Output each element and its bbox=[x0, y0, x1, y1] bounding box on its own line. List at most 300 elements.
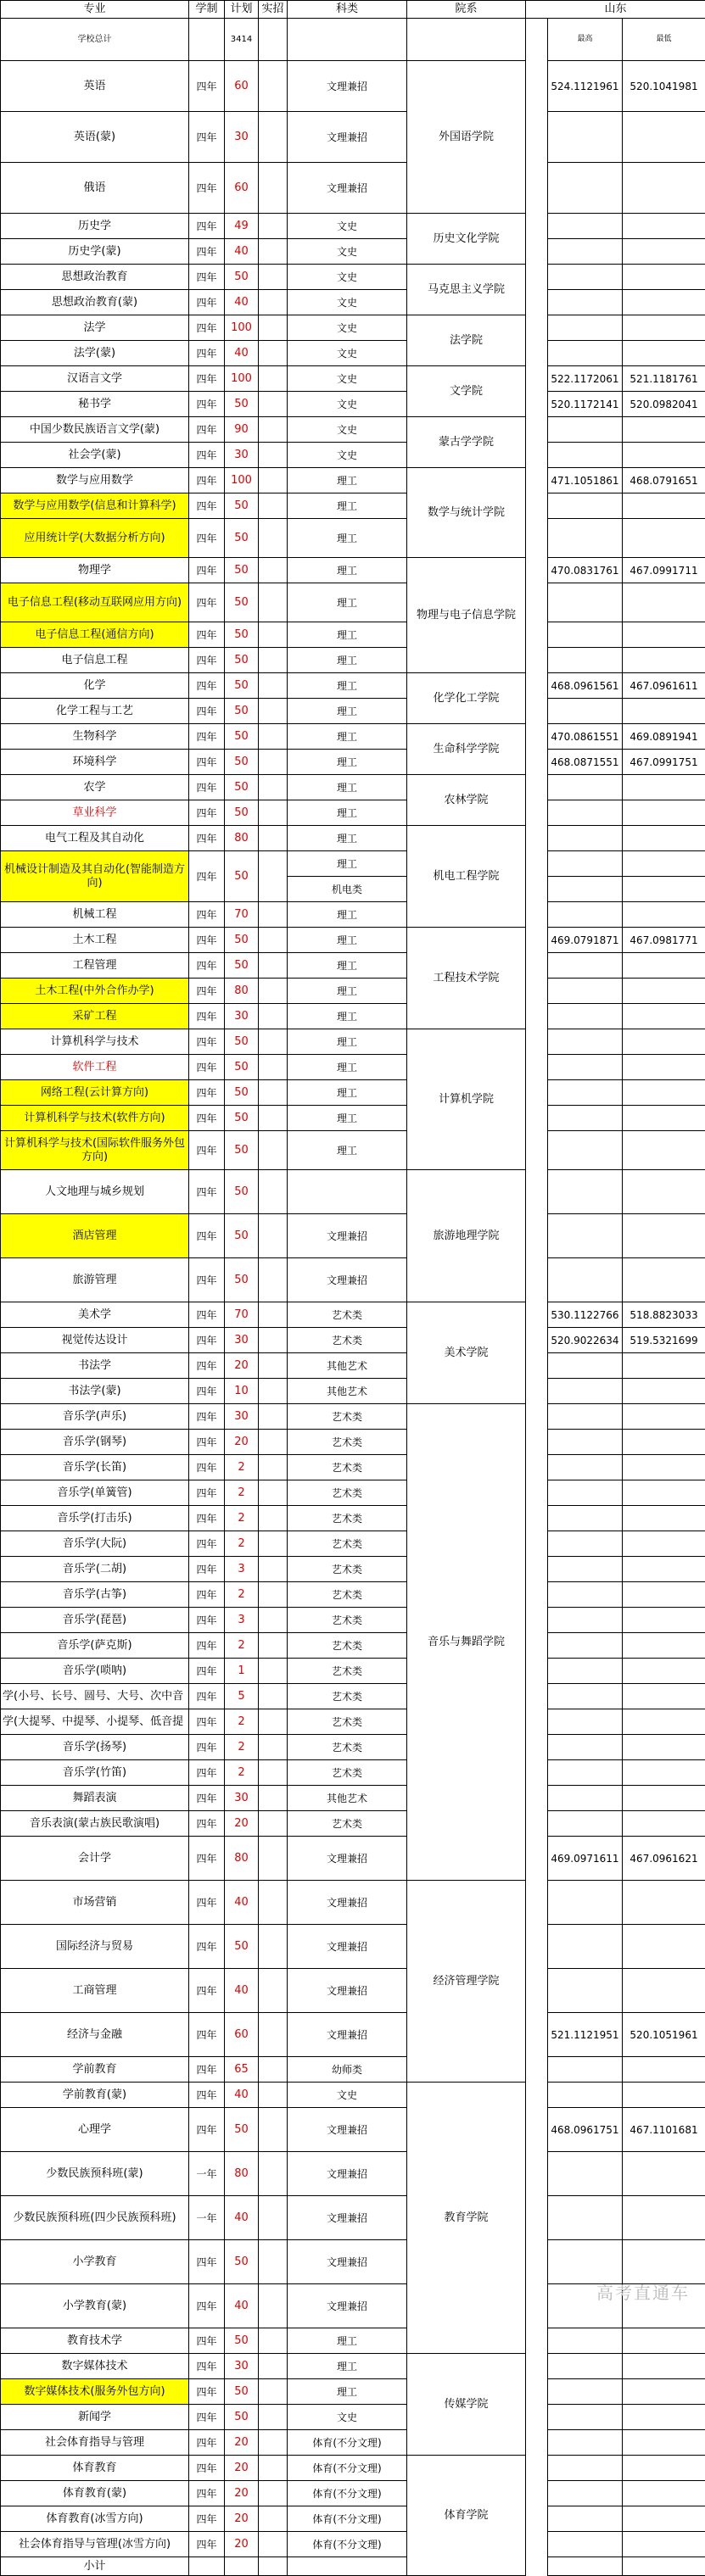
major-cell: 数学与应用数学(信息和计算科学) bbox=[1, 493, 189, 519]
table-row bbox=[1, 622, 705, 648]
score-low bbox=[623, 1709, 705, 1735]
category-cell: 理工 bbox=[288, 1080, 407, 1106]
score-low bbox=[623, 1480, 705, 1506]
score-high bbox=[548, 2152, 623, 2196]
score-blank bbox=[526, 775, 548, 800]
score-high bbox=[548, 1170, 623, 1214]
table-row bbox=[1, 648, 705, 673]
plan-cell: 40 bbox=[225, 341, 259, 366]
category-cell: 文史 bbox=[288, 392, 407, 417]
score-blank bbox=[526, 1557, 548, 1582]
table-row bbox=[1, 392, 705, 417]
table-row bbox=[1, 1106, 705, 1131]
score-blank bbox=[526, 341, 548, 366]
score-high bbox=[548, 826, 623, 851]
college-cell: 旅游地理学院 bbox=[407, 1170, 526, 1302]
major-cell: 旅游管理 bbox=[1, 1258, 189, 1302]
score-low bbox=[623, 265, 705, 290]
score-low bbox=[623, 2481, 705, 2506]
table-row bbox=[1, 2506, 705, 2532]
score-blank bbox=[526, 1131, 548, 1170]
header-college: 院系 bbox=[407, 1, 526, 19]
table-row bbox=[1, 1881, 705, 1925]
years-cell: 四年 bbox=[189, 750, 225, 775]
score-low: 467.0961621 bbox=[623, 1837, 705, 1881]
table-row bbox=[1, 2354, 705, 2379]
score-low bbox=[623, 1659, 705, 1684]
category-cell: 其他艺术 bbox=[288, 1353, 407, 1379]
category-cell: 艺术类 bbox=[288, 1633, 407, 1659]
plan-cell: 50 bbox=[225, 953, 259, 979]
score-low bbox=[623, 2354, 705, 2379]
actual-cell bbox=[259, 341, 288, 366]
years-cell: 四年 bbox=[189, 622, 225, 648]
years-cell: 四年 bbox=[189, 1760, 225, 1786]
category-cell: 理工 bbox=[288, 699, 407, 724]
category-cell: 艺术类 bbox=[288, 1684, 407, 1709]
score-blank bbox=[526, 2405, 548, 2430]
actual-cell bbox=[259, 1684, 288, 1709]
actual-cell bbox=[259, 1837, 288, 1881]
plan-cell: 60 bbox=[225, 163, 259, 214]
header-category: 科类 bbox=[288, 1, 407, 19]
major-cell: 音乐学(长笛) bbox=[1, 1455, 189, 1480]
score-high bbox=[548, 1004, 623, 1029]
score-blank bbox=[526, 1214, 548, 1258]
years-cell: 四年 bbox=[189, 851, 225, 902]
actual-cell bbox=[259, 239, 288, 265]
category-cell: 文理兼招 bbox=[288, 2284, 407, 2328]
years-cell: 四年 bbox=[189, 2481, 225, 2506]
years-cell: 四年 bbox=[189, 902, 225, 928]
score-blank bbox=[526, 493, 548, 519]
major-cell: 体育教育 bbox=[1, 2456, 189, 2481]
table-row bbox=[1, 2481, 705, 2506]
score-high bbox=[548, 1404, 623, 1430]
score-low bbox=[623, 800, 705, 826]
plan-cell: 90 bbox=[225, 417, 259, 443]
category-cell: 理工 bbox=[288, 1131, 407, 1170]
score-low bbox=[623, 443, 705, 468]
score-high: 530.1122766 bbox=[548, 1302, 623, 1328]
actual-cell bbox=[259, 2354, 288, 2379]
actual-cell bbox=[259, 1430, 288, 1455]
plan-cell: 40 bbox=[225, 2284, 259, 2328]
major-cell: 网络工程(云计算方向) bbox=[1, 1080, 189, 1106]
major-cell: 音乐学(唢呐) bbox=[1, 1659, 189, 1684]
score-low bbox=[623, 493, 705, 519]
years-cell: 四年 bbox=[189, 1055, 225, 1080]
score-high bbox=[548, 315, 623, 341]
years-cell: 四年 bbox=[189, 214, 225, 239]
score-blank bbox=[526, 1531, 548, 1557]
score-low bbox=[623, 622, 705, 648]
college-cell: 生命科学学院 bbox=[407, 724, 526, 775]
years-cell: 四年 bbox=[189, 1969, 225, 2013]
plan-cell: 2 bbox=[225, 1709, 259, 1735]
score-blank bbox=[526, 1302, 548, 1328]
score-high bbox=[548, 1582, 623, 1608]
years-cell: 四年 bbox=[189, 826, 225, 851]
plan-cell: 2 bbox=[225, 1735, 259, 1760]
summary-college bbox=[407, 19, 526, 61]
plan-cell: 30 bbox=[225, 1786, 259, 1811]
score-high bbox=[548, 2456, 623, 2481]
table-row bbox=[1, 163, 705, 214]
actual-cell bbox=[259, 2506, 288, 2532]
table-row bbox=[1, 1837, 705, 1881]
years-cell: 四年 bbox=[189, 2057, 225, 2083]
table-row bbox=[1, 493, 705, 519]
table-row bbox=[1, 2532, 705, 2557]
table-row bbox=[1, 265, 705, 290]
plan-cell: 50 bbox=[225, 392, 259, 417]
score-low bbox=[623, 2152, 705, 2196]
summary-sub-low: 最低 bbox=[623, 19, 705, 61]
score-low bbox=[623, 214, 705, 239]
score-high: 524.1121961 bbox=[548, 61, 623, 112]
category-cell: 体育(不分文理) bbox=[288, 2430, 407, 2456]
category-cell: 理工 bbox=[288, 750, 407, 775]
score-high bbox=[548, 443, 623, 468]
major-cell: 土木工程 bbox=[1, 928, 189, 953]
actual-cell bbox=[259, 2083, 288, 2108]
score-high bbox=[548, 1735, 623, 1760]
score-high bbox=[548, 2057, 623, 2083]
plan-cell: 50 bbox=[225, 1258, 259, 1302]
category-cell: 体育(不分文理) bbox=[288, 2456, 407, 2481]
major-cell: 环境科学 bbox=[1, 750, 189, 775]
summary-plan: 3414 bbox=[225, 19, 259, 61]
actual-cell bbox=[259, 468, 288, 493]
major-cell: 小学教育(蒙) bbox=[1, 2284, 189, 2328]
plan-cell: 30 bbox=[225, 2354, 259, 2379]
score-blank bbox=[526, 622, 548, 648]
score-low bbox=[623, 290, 705, 315]
score-low: 468.0791651 bbox=[623, 468, 705, 493]
major-cell: 心理学 bbox=[1, 2108, 189, 2152]
score-low bbox=[623, 902, 705, 928]
category-cell: 文理兼招 bbox=[288, 2013, 407, 2057]
score-high bbox=[548, 1106, 623, 1131]
category-cell: 文史 bbox=[288, 341, 407, 366]
table-row bbox=[1, 1131, 705, 1170]
table-row bbox=[1, 826, 705, 851]
table-row bbox=[1, 519, 705, 558]
major-cell: 体育教育(蒙) bbox=[1, 2481, 189, 2506]
actual-cell bbox=[259, 2405, 288, 2430]
score-blank bbox=[526, 2456, 548, 2481]
plan-cell: 50 bbox=[225, 2108, 259, 2152]
plan-cell: 50 bbox=[225, 1029, 259, 1055]
score-blank bbox=[526, 2379, 548, 2405]
actual-cell bbox=[259, 648, 288, 673]
years-cell: 四年 bbox=[189, 1709, 225, 1735]
actual-cell bbox=[259, 1379, 288, 1404]
years-cell: 四年 bbox=[189, 366, 225, 392]
score-high bbox=[548, 2379, 623, 2405]
table-row bbox=[1, 1969, 705, 2013]
actual-cell bbox=[259, 1131, 288, 1170]
major-cell: 计算机科学与技术(软件方向) bbox=[1, 1106, 189, 1131]
category-cell: 文理兼招 bbox=[288, 112, 407, 163]
years-cell: 四年 bbox=[189, 112, 225, 163]
category-cell: 文史 bbox=[288, 2083, 407, 2108]
category-cell bbox=[288, 2557, 407, 2576]
table-row bbox=[1, 2456, 705, 2481]
years-cell: 四年 bbox=[189, 724, 225, 750]
plan-cell: 60 bbox=[225, 61, 259, 112]
score-low bbox=[623, 1735, 705, 1760]
actual-cell bbox=[259, 558, 288, 583]
major-cell: 汉语言文学 bbox=[1, 366, 189, 392]
years-cell bbox=[189, 2557, 225, 2576]
score-blank bbox=[526, 1506, 548, 1531]
major-cell: 农学 bbox=[1, 775, 189, 800]
major-cell: 思想政治教育(蒙) bbox=[1, 290, 189, 315]
college-cell: 工程技术学院 bbox=[407, 928, 526, 1029]
category-cell: 艺术类 bbox=[288, 1709, 407, 1735]
summary-years bbox=[189, 19, 225, 61]
years-cell: 四年 bbox=[189, 558, 225, 583]
score-high bbox=[548, 800, 623, 826]
category-cell: 理工 bbox=[288, 928, 407, 953]
college-cell: 传媒学院 bbox=[407, 2354, 526, 2456]
plan-cell: 100 bbox=[225, 468, 259, 493]
score-low bbox=[623, 1557, 705, 1582]
actual-cell bbox=[259, 2456, 288, 2481]
category-cell: 体育(不分文理) bbox=[288, 2532, 407, 2557]
score-low: 467.0991751 bbox=[623, 750, 705, 775]
score-high bbox=[548, 1881, 623, 1925]
actual-cell bbox=[259, 1106, 288, 1131]
plan-cell: 50 bbox=[225, 265, 259, 290]
category-cell: 文史 bbox=[288, 315, 407, 341]
plan-cell: 65 bbox=[225, 2057, 259, 2083]
score-blank bbox=[526, 750, 548, 775]
plan-cell: 2 bbox=[225, 1506, 259, 1531]
actual-cell bbox=[259, 1302, 288, 1328]
score-low bbox=[623, 2430, 705, 2456]
years-cell: 四年 bbox=[189, 2532, 225, 2557]
years-cell: 四年 bbox=[189, 2240, 225, 2284]
actual-cell bbox=[259, 1786, 288, 1811]
plan-cell: 2 bbox=[225, 1582, 259, 1608]
table-row bbox=[1, 558, 705, 583]
years-cell: 四年 bbox=[189, 1659, 225, 1684]
years-cell: 四年 bbox=[189, 1531, 225, 1557]
table-row bbox=[1, 583, 705, 622]
category-cell: 文理兼招 bbox=[288, 1925, 407, 1969]
score-low bbox=[623, 2196, 705, 2240]
major-cell: 市场营销 bbox=[1, 1881, 189, 1925]
plan-cell: 50 bbox=[225, 2240, 259, 2284]
score-blank bbox=[526, 163, 548, 214]
score-blank bbox=[526, 2481, 548, 2506]
category-cell: 理工 bbox=[288, 493, 407, 519]
score-low bbox=[623, 2456, 705, 2481]
plan-cell: 30 bbox=[225, 1404, 259, 1430]
plan-cell: 50 bbox=[225, 1106, 259, 1131]
plan-cell: 80 bbox=[225, 826, 259, 851]
major-cell: 中国少数民族语言文学(蒙) bbox=[1, 417, 189, 443]
score-blank bbox=[526, 928, 548, 953]
major-cell: 少数民族预科班(四少民族预科班) bbox=[1, 2196, 189, 2240]
table-row bbox=[1, 2196, 705, 2240]
score-high: 470.0861551 bbox=[548, 724, 623, 750]
actual-cell bbox=[259, 1404, 288, 1430]
actual-cell bbox=[259, 1353, 288, 1379]
actual-cell bbox=[259, 724, 288, 750]
score-blank bbox=[526, 315, 548, 341]
major-cell: 电子信息工程 bbox=[1, 648, 189, 673]
college-cell: 蒙古学学院 bbox=[407, 417, 526, 468]
years-cell: 四年 bbox=[189, 1684, 225, 1709]
years-cell: 四年 bbox=[189, 1029, 225, 1055]
years-cell: 四年 bbox=[189, 2506, 225, 2532]
college-cell: 经济管理学院 bbox=[407, 1881, 526, 2083]
actual-cell bbox=[259, 1582, 288, 1608]
category-cell: 其他艺术 bbox=[288, 1786, 407, 1811]
actual-cell bbox=[259, 2108, 288, 2152]
major-cell: 采矿工程 bbox=[1, 1004, 189, 1029]
college-cell: 文学院 bbox=[407, 366, 526, 417]
category-cell: 艺术类 bbox=[288, 1760, 407, 1786]
major-cell: 计算机科学与技术 bbox=[1, 1029, 189, 1055]
major-cell: 少数民族预科班(蒙) bbox=[1, 2152, 189, 2196]
plan-cell: 40 bbox=[225, 2083, 259, 2108]
table-row bbox=[1, 214, 705, 239]
score-high bbox=[548, 1811, 623, 1837]
table-row bbox=[1, 1455, 705, 1480]
major-cell: 思想政治教育 bbox=[1, 265, 189, 290]
category-cell: 理工 bbox=[288, 826, 407, 851]
table-row bbox=[1, 699, 705, 724]
college-cell: 音乐与舞蹈学院 bbox=[407, 1404, 526, 1881]
score-high bbox=[548, 1786, 623, 1811]
score-low bbox=[623, 2379, 705, 2405]
years-cell: 四年 bbox=[189, 673, 225, 699]
score-low bbox=[623, 2083, 705, 2108]
category-cell: 理工 bbox=[288, 583, 407, 622]
table-row bbox=[1, 953, 705, 979]
actual-cell bbox=[259, 2430, 288, 2456]
score-blank bbox=[526, 1080, 548, 1106]
table-row bbox=[1, 341, 705, 366]
major-cell: 音乐学(二胡) bbox=[1, 1557, 189, 1582]
major-cell: 应用统计学(大数据分析方向) bbox=[1, 519, 189, 558]
years-cell: 四年 bbox=[189, 519, 225, 558]
score-high: 522.1172061 bbox=[548, 366, 623, 392]
years-cell: 四年 bbox=[189, 341, 225, 366]
years-cell: 四年 bbox=[189, 2083, 225, 2108]
score-blank bbox=[526, 1925, 548, 1969]
major-cell: 英语(蒙) bbox=[1, 112, 189, 163]
years-cell: 四年 bbox=[189, 290, 225, 315]
major-cell: 土木工程(中外合作办学) bbox=[1, 979, 189, 1004]
score-high bbox=[548, 265, 623, 290]
major-cell: 法学(蒙) bbox=[1, 341, 189, 366]
score-low bbox=[623, 2557, 705, 2576]
actual-cell bbox=[259, 2240, 288, 2284]
college-cell: 机电工程学院 bbox=[407, 826, 526, 928]
category-cell: 理工 bbox=[288, 1004, 407, 1029]
major-cell: 电气工程及其自动化 bbox=[1, 826, 189, 851]
score-low bbox=[623, 2405, 705, 2430]
score-low bbox=[623, 2240, 705, 2284]
category-cell: 体育(不分文理) bbox=[288, 2481, 407, 2506]
score-low bbox=[623, 1506, 705, 1531]
score-high bbox=[548, 775, 623, 800]
years-cell: 四年 bbox=[189, 583, 225, 622]
category-cell: 文史 bbox=[288, 239, 407, 265]
college-cell: 法学院 bbox=[407, 315, 526, 366]
score-low bbox=[623, 979, 705, 1004]
score-high bbox=[548, 1480, 623, 1506]
actual-cell bbox=[259, 1506, 288, 1531]
score-low: 520.0982041 bbox=[623, 392, 705, 417]
college-cell: 物理与电子信息学院 bbox=[407, 558, 526, 673]
score-blank bbox=[526, 1608, 548, 1633]
plan-cell: 20 bbox=[225, 2532, 259, 2557]
score-blank bbox=[526, 1328, 548, 1353]
years-cell: 四年 bbox=[189, 1302, 225, 1328]
table-row bbox=[1, 2013, 705, 2057]
years-cell: 四年 bbox=[189, 1353, 225, 1379]
plan-cell: 50 bbox=[225, 493, 259, 519]
score-low bbox=[623, 2506, 705, 2532]
category-cell: 理工 bbox=[288, 1029, 407, 1055]
category-cell: 理工 bbox=[288, 648, 407, 673]
score-low bbox=[623, 1786, 705, 1811]
category-cell: 艺术类 bbox=[288, 1404, 407, 1430]
major-cell: 经济与金融 bbox=[1, 2013, 189, 2057]
years-cell: 四年 bbox=[189, 1811, 225, 1837]
score-low bbox=[623, 1379, 705, 1404]
score-low bbox=[623, 112, 705, 163]
major-cell: 音乐学(打击乐) bbox=[1, 1506, 189, 1531]
score-high: 469.0971611 bbox=[548, 1837, 623, 1881]
category-cell: 理工 bbox=[288, 953, 407, 979]
plan-cell: 20 bbox=[225, 1353, 259, 1379]
actual-cell bbox=[259, 1480, 288, 1506]
score-low bbox=[623, 2328, 705, 2354]
years-cell: 四年 bbox=[189, 2379, 225, 2405]
table-row bbox=[1, 1258, 705, 1302]
score-low bbox=[623, 163, 705, 214]
table-row bbox=[1, 2240, 705, 2284]
score-high bbox=[548, 163, 623, 214]
actual-cell bbox=[259, 622, 288, 648]
category-cell: 文史 bbox=[288, 214, 407, 239]
college-cell: 体育学院 bbox=[407, 2456, 526, 2576]
actual-cell bbox=[259, 2379, 288, 2405]
major-cell: 音乐学(钢琴) bbox=[1, 1430, 189, 1455]
years-cell: 四年 bbox=[189, 1106, 225, 1131]
score-low bbox=[623, 851, 705, 877]
actual-cell bbox=[259, 851, 288, 902]
score-low bbox=[623, 1258, 705, 1302]
score-low bbox=[623, 699, 705, 724]
years-cell: 四年 bbox=[189, 315, 225, 341]
actual-cell bbox=[259, 1004, 288, 1029]
years-cell: 四年 bbox=[189, 775, 225, 800]
years-cell: 四年 bbox=[189, 2456, 225, 2481]
college-cell: 数学与统计学院 bbox=[407, 468, 526, 558]
score-blank bbox=[526, 979, 548, 1004]
score-high bbox=[548, 622, 623, 648]
score-blank bbox=[526, 1353, 548, 1379]
